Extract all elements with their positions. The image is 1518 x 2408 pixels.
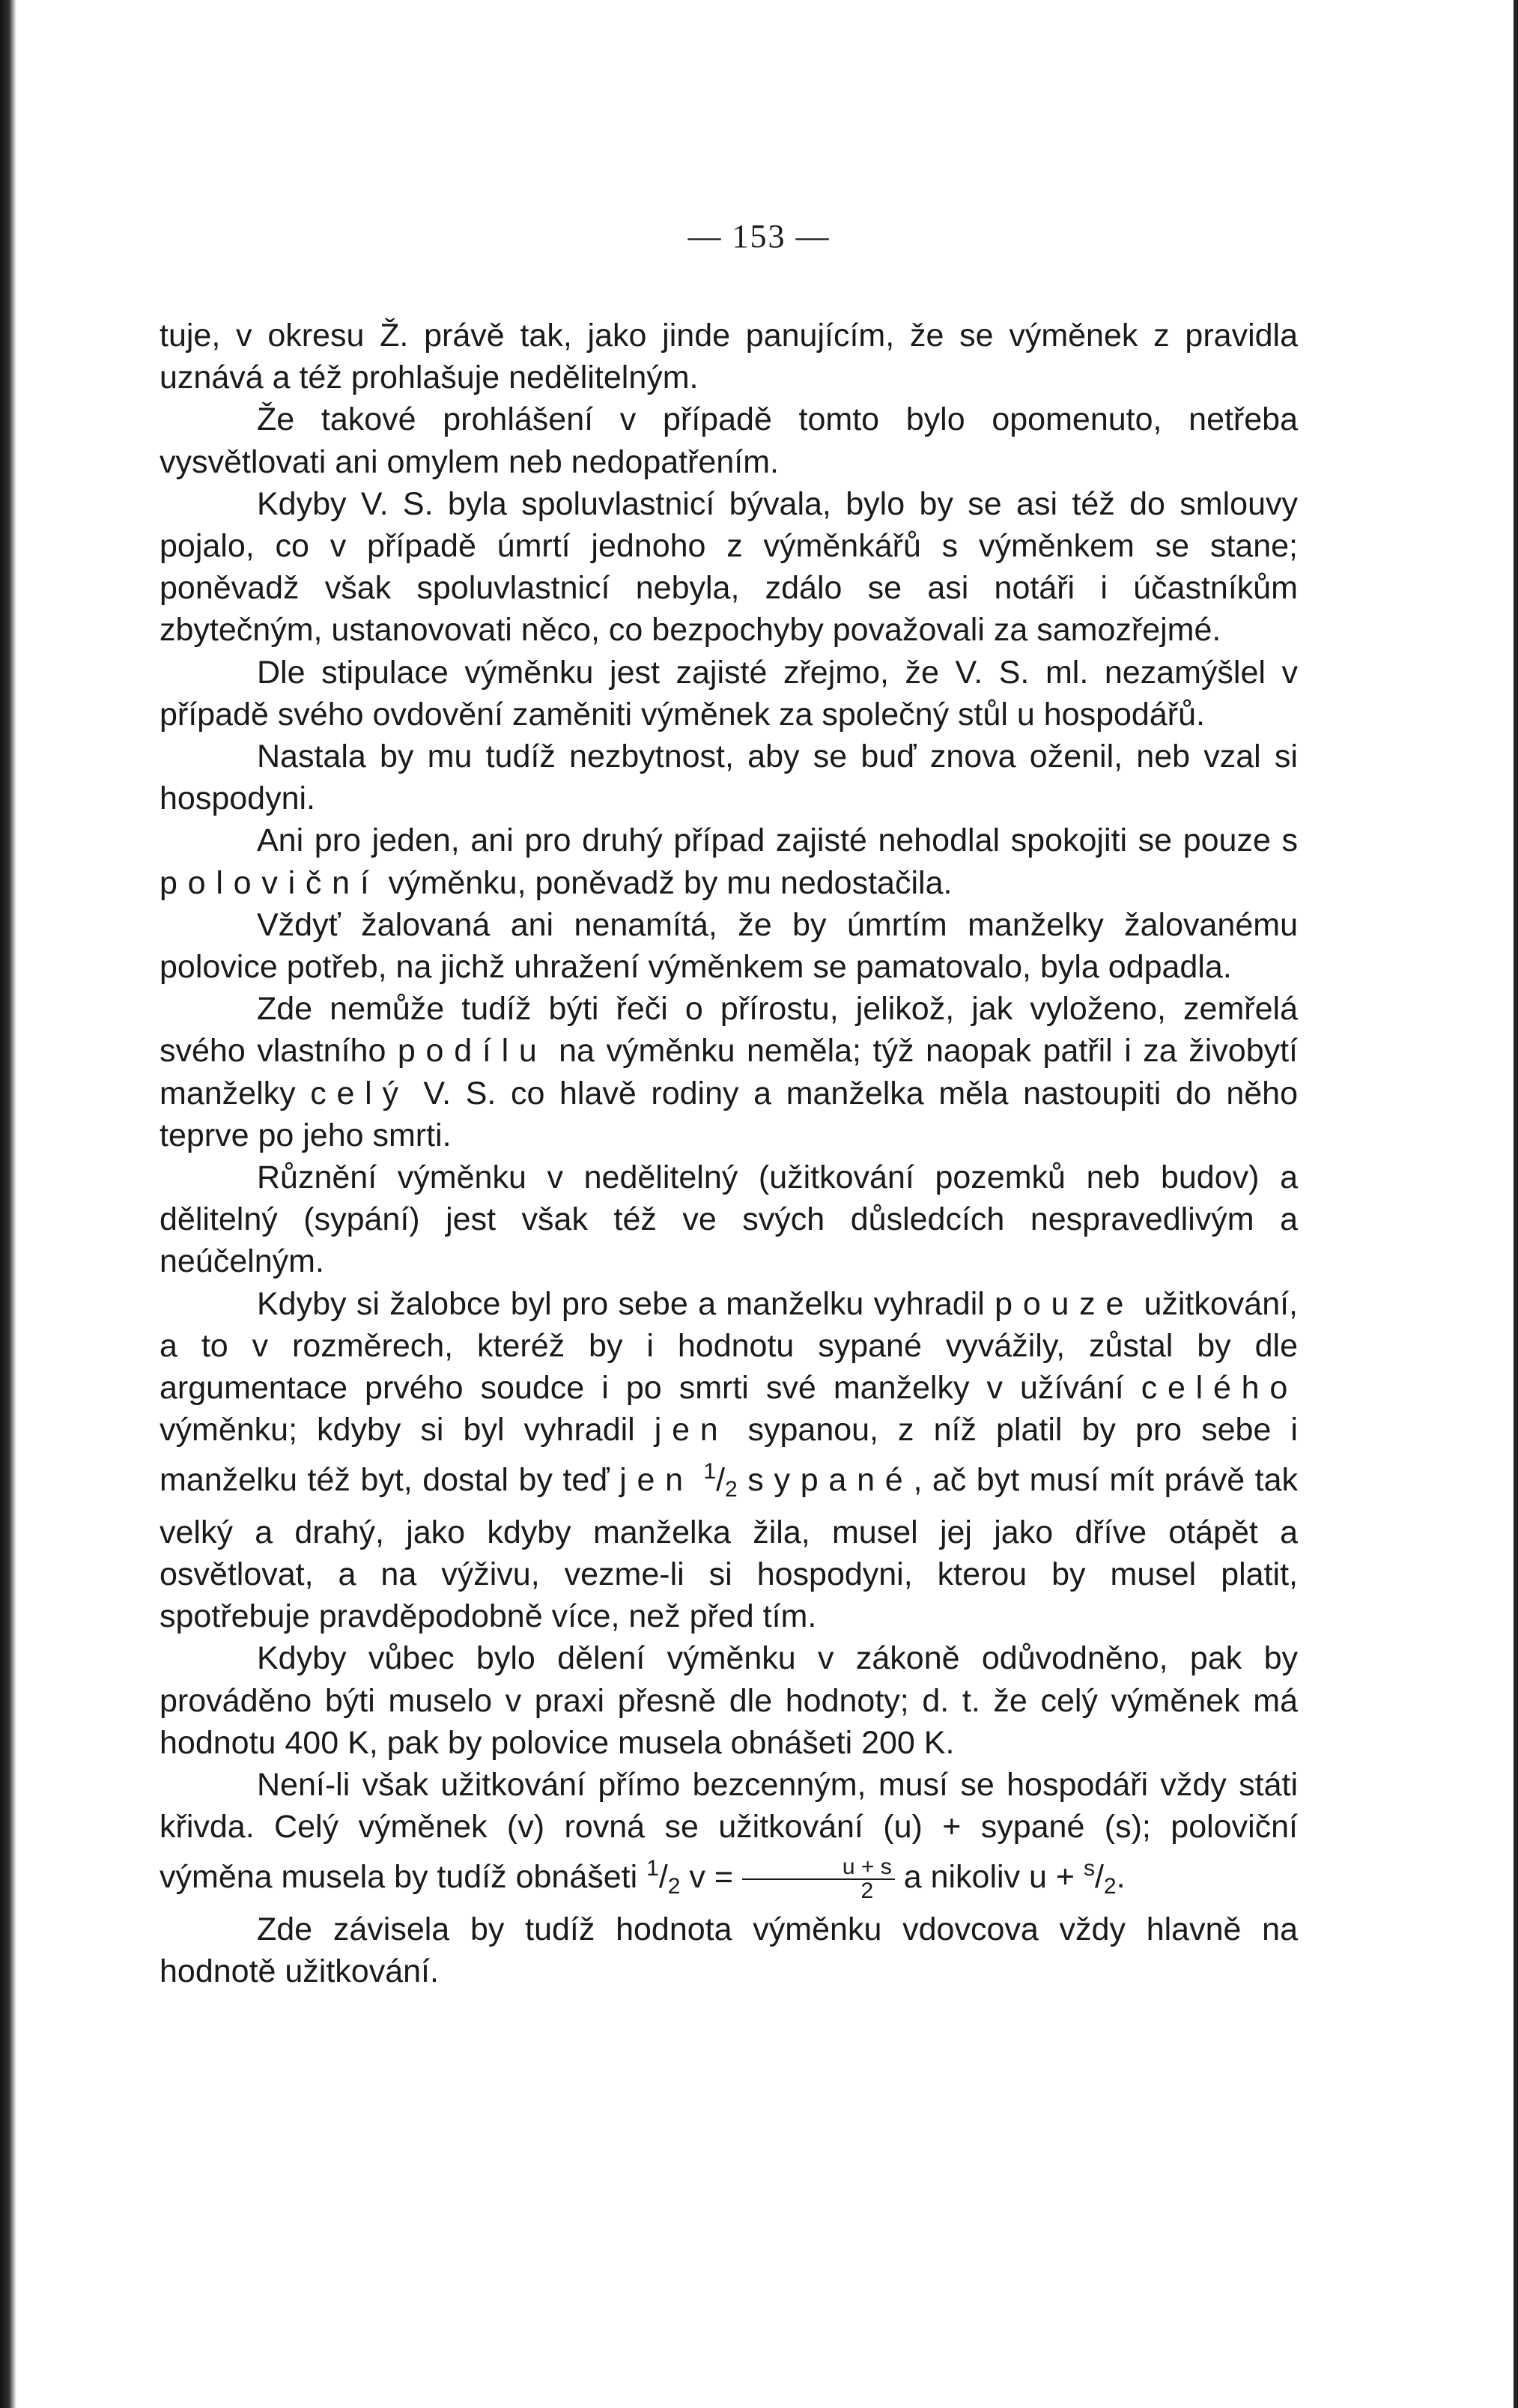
spaced-emphasis: celého [1141, 1370, 1298, 1407]
text-run: Dle stipulace výměnku jest zajisté zřejmo, že V. S. ml. nezamýšlel v případě svého ovdovění zaměniti výměnek za společný stůl u hospodářů. [160, 654, 1298, 733]
spaced-emphasis: celý [310, 1075, 409, 1111]
text-run: Že takové prohlášení v případě tomto bylo opomenuto, netřeba vysvětlovati ani omylem neb nedopatřením. [160, 401, 1298, 480]
fraction-denominator: 2 [1103, 1874, 1117, 1899]
text-run: na výměnku neměla; týž naopak patřil i za živobytí manželky [160, 1033, 1298, 1111]
text-run: Není-li však užitkování přímo bezcenným, musí se hospodáři vždy státi křivda. Celý výměnek (v) rovná se užitkování (u) + sypané (s); poloviční výměna musela by tudíž obnášeti [160, 1766, 1298, 1896]
spaced-emphasis: poloviční [160, 864, 380, 901]
text-run: / [658, 1859, 668, 1896]
fraction-numerator: s [1083, 1856, 1095, 1881]
paragraph [160, 652, 1298, 736]
text-run: Nastala by mu tudíž nezbytnost, aby se buď znova oženil, neb vzal si hospodyni. [160, 739, 1298, 817]
text-run: Vždyť žalovaná ani nenamítá, že by úmrtím manželky žalovanému polovice potřeb, na jichž uhražení výměnkem se pamatovalo, byla odpadla. [160, 906, 1298, 986]
paragraph [160, 315, 1298, 398]
text-run: Kdyby vůbec bylo dělení výměnku v zákoně odůvodněno, pak by prováděno býti muselo v praxi přesně dle hodnoty; d. t. že celý výměnek má hodnotu 400 K, pak by polovice musela obnášeti 200 K. [160, 1640, 1298, 1761]
paragraph [160, 1156, 1298, 1283]
stacked-fraction [742, 1856, 895, 1902]
text-run: a nikoliv u + [894, 1859, 1084, 1896]
paragraph [160, 904, 1298, 988]
paragraph [160, 483, 1298, 652]
paragraph [160, 819, 1298, 903]
text-run: v = [680, 1859, 742, 1896]
text-run: užitkování, a to v rozměrech, kteréž by i hodnotu sypané vyvážily, zůstal by dle argumentace prvého soudce i po smrti své manželky v užívání [160, 1285, 1298, 1407]
text-run: Kdyby si žalobce byl pro sebe a manželku vyhradil [257, 1285, 995, 1322]
scan-shadow-left [0, 0, 16, 2408]
stacked-fraction-numerator: u + s [742, 1856, 895, 1880]
text-run: / [1094, 1859, 1104, 1896]
text-run: Kdyby V. S. byla spoluvlastnicí bývala, bylo by se asi též do smlouvy pojalo, co v případě úmrtí jednoho z výměnkářů s výměnkem se stane; poněvadž však spoluvlastnicí nebyla, zdálo se asi notáři i účastníkům zbytečným, ustanovovati něco, co bezpochyby považovali za samozřejmé. [160, 485, 1298, 649]
fraction-denominator: 2 [667, 1874, 681, 1899]
text-run: tuje, v okresu Ž. právě tak, jako jinde panujícím, že se výměnek z pravidla uznává a též prohlašuje nedělitelným. [160, 318, 1298, 396]
paragraph [160, 1637, 1298, 1764]
paragraph [160, 1908, 1298, 1992]
text-run [738, 1462, 748, 1498]
text-run: Zde nemůže tudíž býti řeči o přírostu, jelikož, jak vyloženo, zemřelá svého vlastního [160, 991, 1298, 1070]
text-run [693, 1462, 704, 1498]
paragraph [160, 736, 1298, 819]
stacked-fraction-denominator: 2 [860, 1878, 874, 1903]
text-run: / [716, 1462, 726, 1499]
scan-shadow-right [1514, 0, 1518, 2408]
spaced-emphasis: sypané [747, 1462, 914, 1499]
paragraph [160, 988, 1298, 1156]
spaced-emphasis: jen [619, 1462, 693, 1499]
text-run: . [1116, 1859, 1126, 1896]
text-run: výměnku, poněvadž by mu nedostačila. [379, 864, 953, 901]
text-run: , ač byt musí mít právě tak velký a drahý, jako kdyby manželka žila, musel jej jako dříve otápět a osvětlovat, a na výživu, vezme-li si hospodyni, kterou by musel platit, spotřebuje pravděpodobně více, než před tím. [160, 1462, 1299, 1635]
spaced-emphasis: jen [654, 1412, 729, 1449]
fraction-denominator: 2 [725, 1477, 738, 1502]
body-text [160, 315, 1298, 1992]
page-number: — 153 — [687, 218, 831, 255]
text-run: Různění výměnku v nedělitelný (užitkování pozemků neb budov) a dělitelný (sypání) jest však též ve svých důsledcích nespravedlivým a neúčelným. [160, 1159, 1298, 1280]
paragraph [160, 1764, 1298, 1908]
fraction-numerator: 1 [703, 1459, 717, 1484]
paragraph [160, 398, 1298, 482]
text-run: sypanou, z níž platil by pro sebe i manželku též byt, dostal by teď [160, 1412, 1298, 1499]
text-run: Zde závisela by tudíž hodnota výměnku vdovcova vždy hlavně na hodnotě užitkování. [160, 1911, 1298, 1989]
text-run: výměnku; kdyby si byl vyhradil [160, 1412, 655, 1449]
fraction-numerator: 1 [646, 1856, 659, 1881]
text-run: Ani pro jeden, ani pro druhý případ zajisté nehodlal spokojiti se pouze s [257, 822, 1298, 859]
paragraph [160, 1283, 1298, 1638]
spaced-emphasis: pouze [995, 1285, 1135, 1322]
spaced-emphasis: podílu [397, 1033, 547, 1070]
text-run: V. S. co hlavě rodiny a manželka měla nastoupiti do něho teprve po jeho smrti. [160, 1075, 1298, 1153]
